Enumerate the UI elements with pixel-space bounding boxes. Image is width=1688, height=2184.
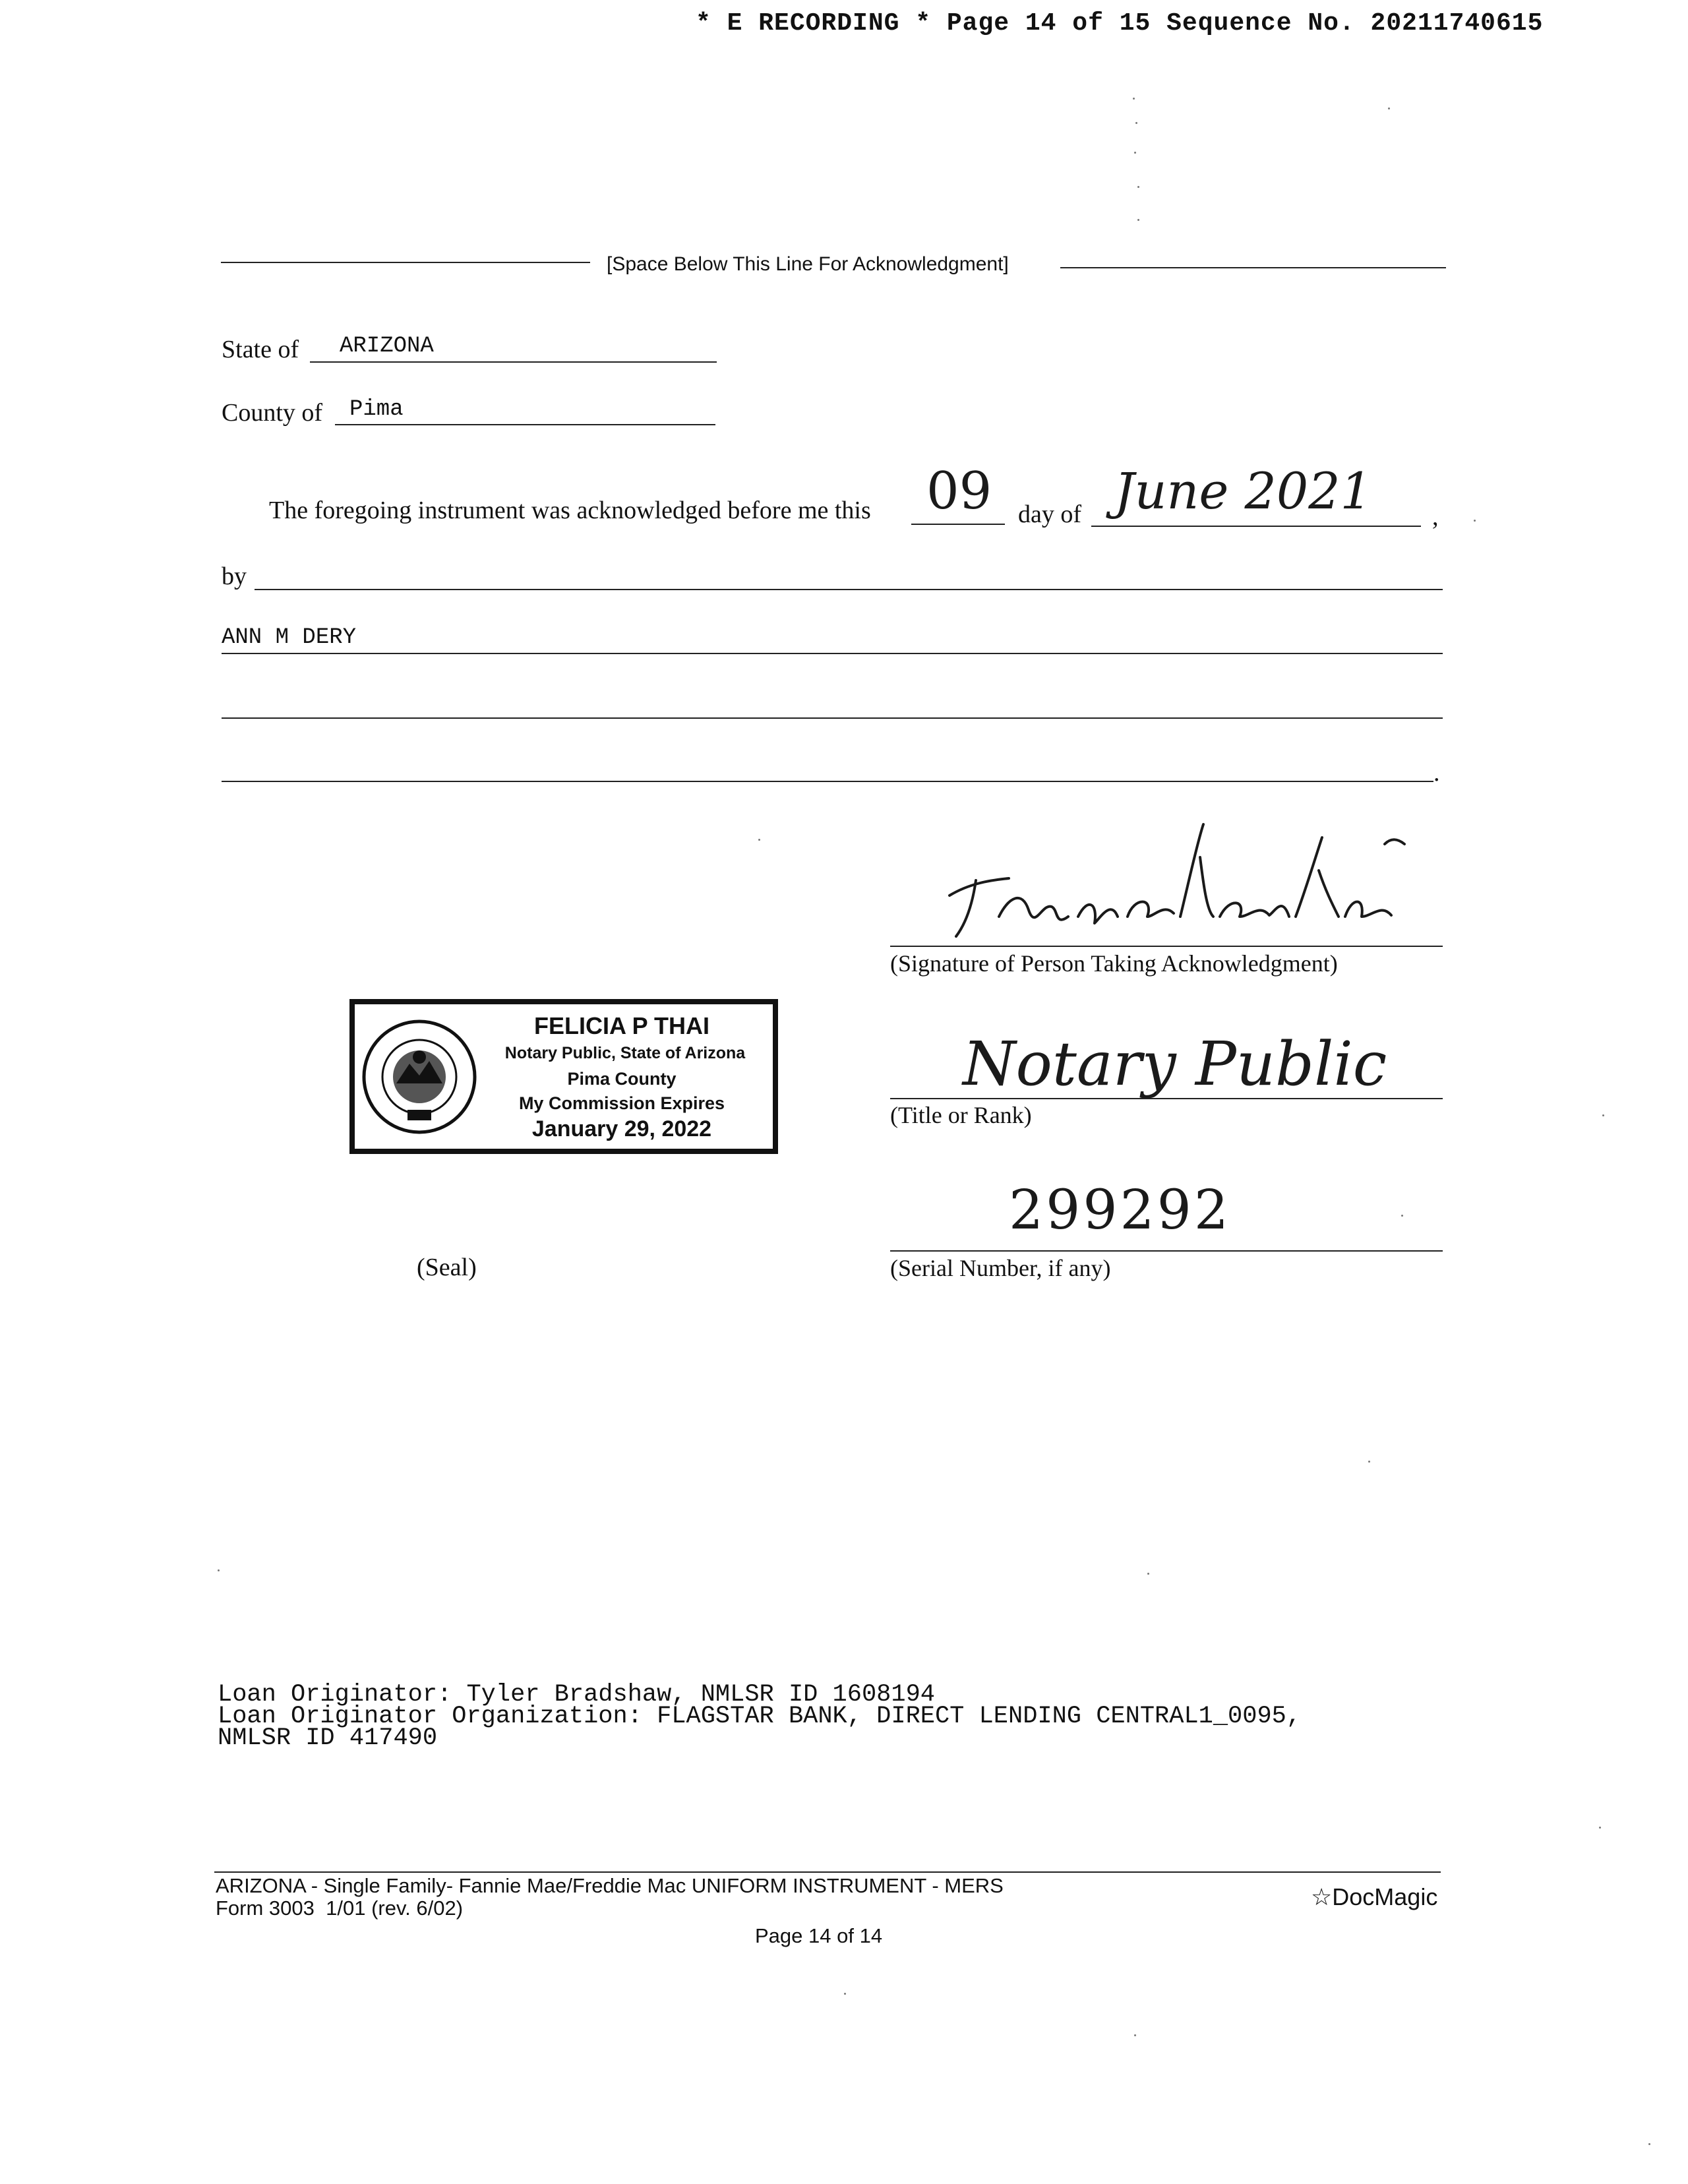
page-number: Page 14 of 14 [755, 1924, 883, 1947]
notary-signature-image [936, 818, 1411, 950]
scan-speck [1602, 1114, 1604, 1116]
seal-label: (Seal) [417, 1254, 477, 1281]
stamp-line2: Pima County [567, 1069, 677, 1089]
serial-caption: (Serial Number, if any) [890, 1255, 1111, 1281]
stamp-line1: Notary Public, State of Arizona [504, 1044, 746, 1062]
county-label: County of [222, 399, 323, 427]
scan-speck [1135, 122, 1137, 124]
serial-line [890, 1250, 1443, 1252]
stamp-line3: My Commission Expires [518, 1093, 725, 1113]
acknowledgment-divider-text: [Space Below This Line For Acknowledgment] [607, 253, 1009, 275]
notary-stamp [349, 999, 778, 1154]
scan-speck [1137, 186, 1139, 188]
loan-originator-line: Loan Originator: Tyler Bradshaw, NMLSR ID 1608194 [218, 1681, 935, 1709]
by-line [255, 589, 1443, 590]
county-line [335, 424, 715, 425]
county-value: Pima [349, 397, 404, 422]
scan-speck [1388, 107, 1390, 109]
title-value: Notary Public [963, 1029, 1387, 1099]
title-caption: (Title or Rank) [890, 1102, 1032, 1128]
state-label: State of [222, 336, 299, 363]
period: . [1433, 759, 1440, 787]
state-line [310, 361, 717, 363]
divider-right [1060, 267, 1446, 268]
loan-nmlsr-line: NMLSR ID 417490 [218, 1724, 438, 1752]
docmagic-logo [1311, 1883, 1437, 1911]
state-value: ARIZONA [340, 334, 434, 359]
footer-rule [214, 1871, 1441, 1873]
serial-value: 299292 [1009, 1179, 1232, 1242]
blank-line-1 [222, 717, 1443, 719]
title-line [890, 1098, 1443, 1099]
loan-organization-line: Loan Originator Organization: FLAGSTAR BANK, DIRECT LENDING CENTRAL1_0095, [218, 1703, 1302, 1730]
signature-line [890, 946, 1443, 947]
scan-speck [218, 1569, 220, 1571]
by-label: by [222, 562, 247, 590]
scan-speck [844, 1993, 846, 1995]
stamp-line4: January 29, 2022 [531, 1116, 712, 1141]
scan-speck [1134, 2034, 1136, 2036]
scan-speck [1474, 520, 1476, 522]
comma: , [1432, 503, 1439, 531]
instrument-text: The foregoing instrument was acknowledged before me this [269, 497, 871, 524]
scan-speck [1133, 98, 1135, 100]
stamp-name: FELICIA P THAI [533, 1012, 709, 1039]
recording-header: * E RECORDING * Page 14 of 15 Sequence No. 20211740615 [696, 9, 1544, 38]
docmagic-brand: DocMagic [1332, 1883, 1438, 1910]
scan-speck [1134, 152, 1136, 154]
month-year-line [1091, 526, 1421, 527]
scan-speck [758, 839, 760, 841]
scan-speck [1599, 1827, 1601, 1829]
day-line [911, 524, 1005, 525]
signer-line [222, 653, 1443, 654]
form-line1: ARIZONA - Single Family- Fannie Mae/Freddie Mac UNIFORM INSTRUMENT - MERS [216, 1874, 1004, 1897]
day-of-label: day of [1018, 501, 1082, 528]
signature-caption: (Signature of Person Taking Acknowledgment) [890, 950, 1338, 977]
signer-name: ANN M DERY [222, 625, 357, 650]
arizona-seal-image [360, 1017, 479, 1136]
month-year-value: June 2021 [1114, 462, 1372, 520]
scan-speck [1648, 2143, 1650, 2145]
scan-speck [1137, 219, 1139, 221]
star-icon: ☆ [1311, 1883, 1333, 1910]
divider-left [221, 262, 590, 263]
blank-line-2 [222, 781, 1433, 782]
form-line2: Form 3003 1/01 (rev. 6/02) [216, 1896, 464, 1920]
scan-speck [1368, 1461, 1370, 1463]
scan-speck [1401, 1215, 1403, 1217]
scan-speck [1147, 1573, 1149, 1575]
day-value: 09 [926, 462, 992, 521]
